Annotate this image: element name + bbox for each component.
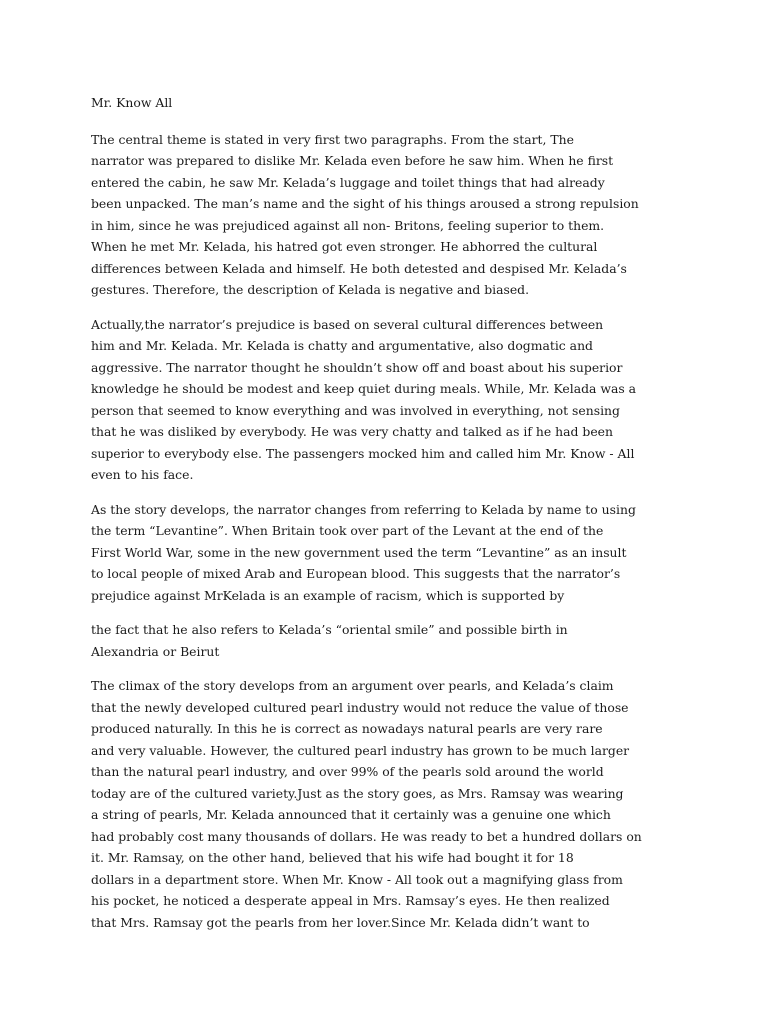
body-paragraph [91,129,691,301]
text-line: Actually,the narrator’s prejudice is based on several cultural differences between [91,316,604,332]
text-line: gestures. Therefore, the description of Kelada is negative and biased. [91,282,530,297]
text-line: As the story develops, the narrator changes from referring to Kelada by name to using [91,501,636,517]
text-line: it. Mr. Ramsay, on the other hand, believed that his wife had bought it for 18 [91,850,574,865]
text-line: than the natural pearl industry, and over 99% of the pearls sold around the world [91,764,604,779]
text-line: Alexandria or Beirut [91,643,220,659]
text-line: superior to everybody else. The passengers mocked him and called him Mr. Know - All [91,445,635,461]
text-line: a string of pearls, Mr. Kelada announced that it certainly was a genuine one which [91,807,611,822]
text-line: his pocket, he noticed a desperate appeal in Mrs. Ramsay’s eyes. He then realized [91,893,610,908]
document-title: Mr. Know All [91,95,173,110]
text-line: to local people of mixed Arab and European blood. This suggests that the narrator’s [91,566,621,581]
text-line: that he was disliked by everybody. He was very chatty and talked as if he had been [91,424,613,439]
text-line: The climax of the story develops from an argument over pearls, and Kelada’s claim [91,678,614,693]
text-line: dollars in a department store. When Mr. Know - All took out a magnifying glass from [91,871,623,887]
text-line: person that seemed to know everything and was involved in everything, not sensing [91,402,620,418]
text-line: prejudice against MrKelada is an example of racism, which is supported by [91,587,565,603]
text-line: the fact that he also refers to Kelada’s “oriental smile” and possible birth in [91,622,568,637]
body-paragraph [91,314,691,486]
text-line: knowledge he should be modest and keep quiet during meals. While, Mr. Kelada was a [91,381,637,396]
text-line: today are of the cultured variety.Just as the story goes, as Mrs. Ramsay was wearing [91,785,624,801]
text-line: narrator was prepared to dislike Mr. Kelada even before he saw him. When he first [91,153,614,168]
text-line: aggressive. The narrator thought he shouldn’t show off and boast about his superior [91,359,623,375]
text-line: him and Mr. Kelada. Mr. Kelada is chatty and argumentative, also dogmatic and [91,338,593,353]
text-line: The central theme is stated in very first two paragraphs. From the start, The [91,131,574,147]
text-line: and very valuable. However, the cultured pearl industry has grown to be much larger [91,742,630,758]
text-line: differences between Kelada and himself. He both detested and despised Mr. Kelada’s [91,260,627,276]
text-line: that the newly developed cultured pearl industry would not reduce the value of those [91,699,629,715]
text-line: been unpacked. The man’s name and the sight of his things aroused a strong repulsion [91,196,639,211]
text-line: in him, since he was prejudiced against all non- Britons, feeling superior to them. [91,217,605,233]
text-line: When he met Mr. Kelada, his hatred got even stronger. He abhorred the cultural [91,239,598,254]
text-line: even to his face. [91,467,194,482]
body-paragraph [91,675,691,933]
paragraph-list [91,129,691,934]
text-line: entered the cabin, he saw Mr. Kelada’s luggage and toilet things that had already [91,174,605,190]
text-line: produced naturally. In this he is correct as nowadays natural pearls are very rare [91,721,603,736]
body-paragraph [91,499,691,607]
text-line: the term “Levantine”. When Britain took over part of the Levant at the end of the [91,523,604,538]
text-line: had probably cost many thousands of dollars. He was ready to bet a hundred dollars on [91,828,642,844]
document-body [91,92,691,946]
text-line: First World War, some in the new government used the term “Levantine” as an insult [91,544,627,560]
text-line: that Mrs. Ramsay got the pearls from her lover.Since Mr. Kelada didn’t want to [91,914,590,930]
body-paragraph [91,619,691,662]
